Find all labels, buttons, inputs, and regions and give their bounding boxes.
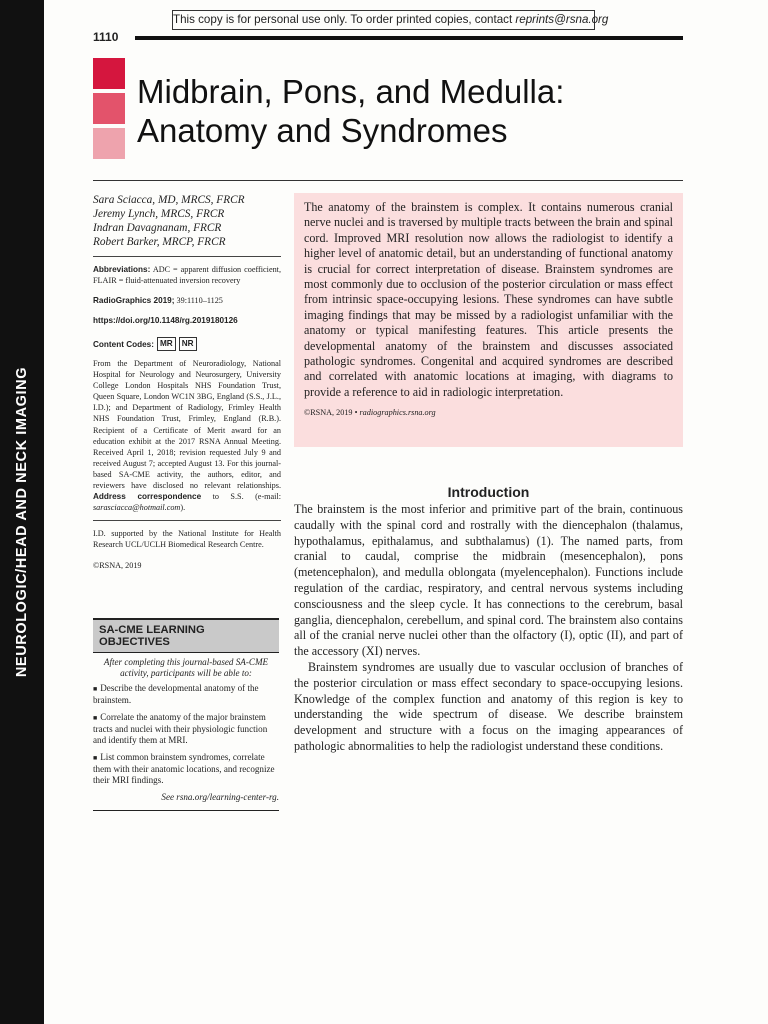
correspondence-label: Address correspondence bbox=[93, 492, 202, 502]
content-codes bbox=[93, 337, 281, 351]
author-list bbox=[93, 193, 281, 249]
copy-notice bbox=[172, 10, 609, 30]
content-codes-label: Content Codes: bbox=[93, 339, 154, 349]
section-label: NEUROLOGIC/HEAD AND NECK IMAGING bbox=[14, 366, 30, 678]
doi-link[interactable]: https://doi.org/10.1148/rg.2019180126 bbox=[93, 316, 238, 325]
reprints-email-link[interactable]: reprints@rsna.org bbox=[515, 13, 609, 26]
sacme-objectives bbox=[93, 683, 279, 786]
abstract-box bbox=[294, 193, 683, 447]
abbreviations bbox=[93, 264, 281, 286]
title-line-1: Midbrain, Pons, and Medulla: bbox=[137, 73, 565, 110]
divider bbox=[93, 520, 281, 521]
content-code-badge: MR bbox=[157, 337, 176, 351]
author: Robert Barker, MRCP, FRCR bbox=[93, 236, 226, 248]
accent-square-medium bbox=[93, 93, 125, 124]
copy-notice-text: This copy is for personal use only. To order printed copies, contact bbox=[173, 13, 516, 26]
author: Indran Davagnanam, FRCR bbox=[93, 222, 222, 234]
body-text bbox=[294, 502, 683, 755]
correspondence-end: ). bbox=[180, 503, 186, 513]
correspondence-email[interactable]: sarasciacca@hotmail.com bbox=[93, 503, 181, 513]
sacme-objective: ■ Describe the developmental anatomy of the brainstem. bbox=[93, 683, 279, 706]
abbreviations-label: Abbreviations: bbox=[93, 265, 151, 274]
correspondence-text: to S.S. (e-mail: bbox=[201, 492, 281, 502]
affiliation bbox=[93, 358, 281, 513]
abstract-copyright-text: ©RSNA, 2019 • bbox=[304, 408, 360, 418]
content-code-badge: NR bbox=[179, 337, 197, 351]
copyright-left: ©RSNA, 2019 bbox=[93, 560, 142, 570]
page-number: 1110 bbox=[93, 30, 119, 44]
sacme-box bbox=[93, 618, 279, 811]
journal-url-link[interactable]: radiographics.rsna.org bbox=[359, 408, 436, 418]
title-rule bbox=[93, 180, 683, 181]
article-sidebar bbox=[93, 193, 281, 570]
author: Jeremy Lynch, MRCS, FRCR bbox=[93, 208, 225, 220]
accent-square-light bbox=[93, 128, 125, 159]
sacme-bottom-rule bbox=[93, 810, 279, 811]
abbreviations-text: ADC = apparent diffusion coefficient, FLAIR = fluid-attenuated inversion recovery bbox=[93, 265, 281, 285]
article-title bbox=[137, 72, 677, 150]
author: Sara Sciacca, MD, MRCS, FRCR bbox=[93, 194, 245, 206]
abstract-copyright bbox=[304, 408, 673, 417]
accent-square-dark bbox=[93, 58, 125, 89]
header-rule bbox=[135, 36, 683, 40]
section-label-wrap bbox=[5, 352, 39, 692]
sacme-objective: ■ Correlate the anatomy of the major brainstem tracts and nuclei with their physiologic function and identify them at MRI. bbox=[93, 712, 279, 746]
sacme-objective: ■ List common brainstem syndromes, correlate them with their anatomic locations, and recognize their MRI findings. bbox=[93, 752, 279, 786]
journal-name: RadioGraphics 2019; bbox=[93, 296, 175, 305]
section-sidebar bbox=[0, 0, 44, 1024]
affiliation-text: From the Department of Neuroradiology, National Hospital for Neurology and Neurosurgery, University College London Hospitals NHS Foundation Trust, Queen Square, London WC1N 3BG, England (S.S., J.L., I.D.); and Department of Radiology, Frimley Health NHS Foundation Trust, Frimley, England (R.B.). Recipient of a Certificate of Merit award for an education exhibit at the 2017 RSNA Annual Meeting. Received April 1, 2018; revision requested July 9 and received August 7; accepted August 13. For this journal-based SA-CME activity, the authors, editor, and reviewers have disclosed no relevant relationships. bbox=[93, 359, 281, 491]
divider bbox=[93, 256, 281, 257]
abstract-text: The anatomy of the brainstem is complex. It contains numerous cranial nerve nuclei and is traversed by multiple tracts between the brain and spinal cord. Improved MRI resolution now allows the radiologist to identify a higher level of anatomic detail, but an understanding of functional anatomy is crucial for correct interpretation of disease. Brainstem syndromes are most commonly due to occlusion of the posterior circulation or mass effect from intrinsic space-occupying lesions. These syndromes can have subtle imaging findings that may be missed by a radiologist unfamiliar with the anatomy or typical manifesting features. This article presents the developmental anatomy of the brainstem and discusses associated pathologic syndromes. Congenital and acquired syndromes are described and correlated with anatomic locations at imaging, with diagrams to provide a reference to aid in radiologic interpretation. bbox=[304, 200, 673, 399]
sacme-heading: SA-CME LEARNING OBJECTIVES bbox=[93, 618, 279, 653]
title-line-2: Anatomy and Syndromes bbox=[137, 112, 508, 149]
sacme-intro: After completing this journal-based SA-CME activity, participants will be able to: bbox=[103, 657, 269, 678]
sacme-link[interactable]: See rsna.org/learning-center-rg. bbox=[161, 792, 279, 802]
paragraph: Brainstem syndromes are usually due to vascular occlusion of branches of the posterior circulation or mass effect secondary to space-occupying lesions. Knowledge of the complex function and anatomy of this region is key to understanding the wide spectrum of disease. We describe brainstem development and structure with a focus on the imaging appearances of pathologic abnormalities to help the radiologist understand these conditions. bbox=[294, 659, 683, 753]
funding-note: I.D. supported by the National Institute for Health Research UCL/UCLH Biomedical Research Centre. bbox=[93, 529, 281, 550]
section-heading: Introduction bbox=[447, 484, 530, 500]
journal-volume: 39:1110–1125 bbox=[174, 296, 223, 305]
paragraph: The brainstem is the most inferior and primitive part of the brain, continuous caudally with the spinal cord and rostrally with the diencephalon (thalamus, hypothalamus, epithalamus, and subthalamus) (1). The named parts, from cranial to caudal, comprise the midbrain (mesencephalon), pons (metencephalon), and medulla oblongata (myelencephalon). Functions include regulation of the cardiac, respiratory, and central nervous systems including consciousness and the sleep cycle. It has connections to the cerebrum, basal ganglia, diencephalon, cerebellum, and spinal cord. The brainstem also contains all of the cranial nerve nuclei other than the olfactory (I), optic (II), and part of the accessory (XI) nerves. bbox=[294, 502, 683, 659]
citation bbox=[93, 295, 281, 306]
